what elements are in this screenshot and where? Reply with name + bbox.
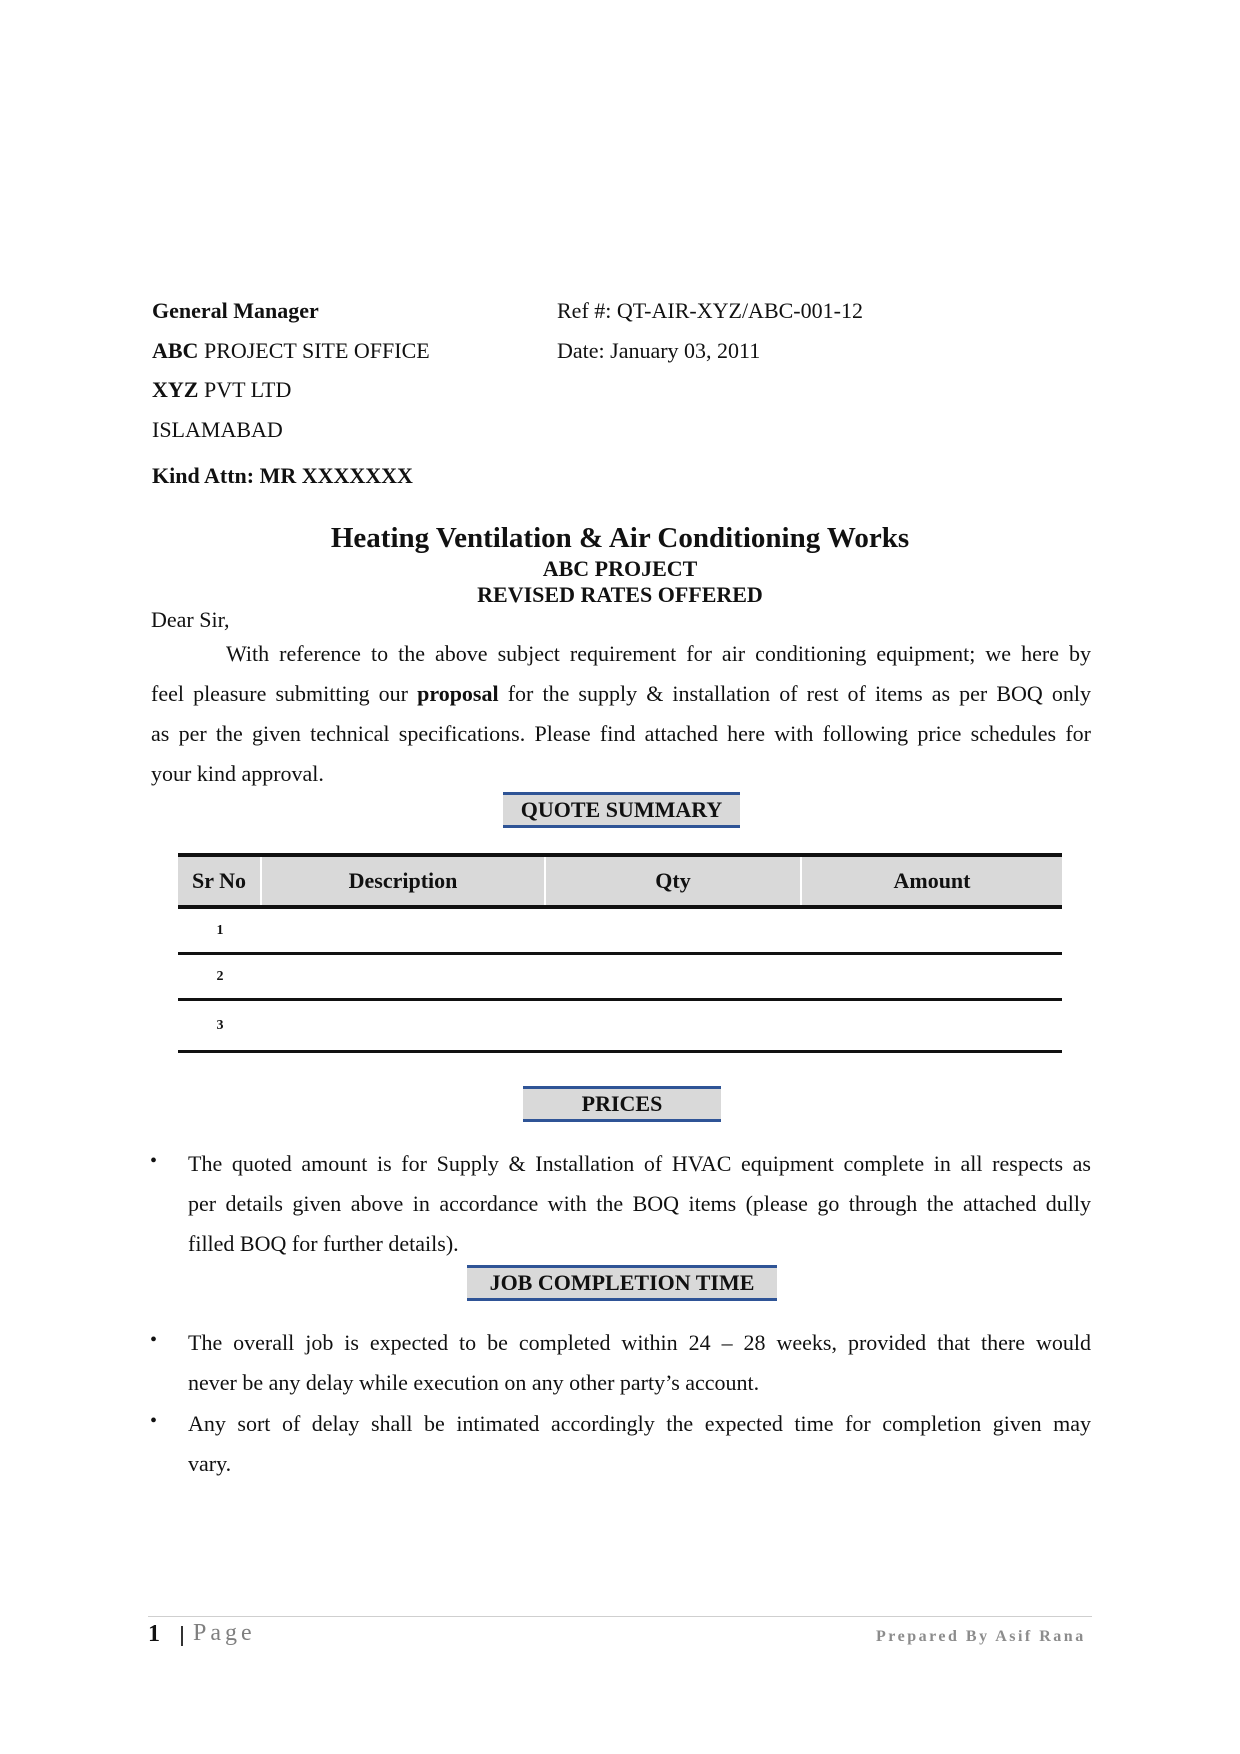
document-subtitle: REVISED RATES OFFERED [477, 582, 763, 607]
letter-date: Date: January 03, 2011 [557, 338, 761, 363]
prices-line-3: filled BOQ for further details). [188, 1231, 459, 1256]
bullet-icon: • [150, 1410, 158, 1432]
column-header-sr-no: Sr No [178, 857, 262, 905]
prepared-by: Prepared By Asif Rana [876, 1628, 1086, 1645]
cell-description [262, 909, 546, 952]
footer-divider [148, 1616, 1092, 1617]
prices-item-1 [188, 1144, 1091, 1264]
completion-item-1 [188, 1323, 1091, 1403]
cell-description [262, 955, 546, 998]
bullet-icon: • [150, 1329, 158, 1351]
quote-summary-table [178, 853, 1062, 1053]
quote-summary-heading: QUOTE SUMMARY [503, 792, 740, 828]
kind-attention: Kind Attn: MR XXXXXXX [152, 463, 413, 488]
document-title: Heating Ventilation & Air Conditioning Works [330, 522, 910, 554]
completion-line-1: The overall job is expected to be completed within 24 – 28 weeks, provided that there would [188, 1330, 1091, 1355]
cell-description [262, 1001, 546, 1050]
recipient-company: XYZ PVT LTD [152, 377, 292, 402]
recipient-title: General Manager [152, 298, 319, 323]
column-header-qty: Qty [546, 857, 802, 905]
letter-body [151, 606, 1091, 794]
completion-line-2: never be any delay while execution on any other party’s account. [188, 1370, 760, 1395]
table-header-row [178, 853, 1062, 909]
table-row [178, 955, 1062, 1001]
completion-item-2 [188, 1404, 1091, 1484]
bullet-icon: • [150, 1150, 158, 1172]
cell-qty [546, 955, 802, 998]
reference-number: Ref #: QT-AIR-XYZ/ABC-001-12 [557, 298, 863, 323]
table-row [178, 909, 1062, 955]
prices-line-2: per details given above in accordance with the BOQ items (please go through the attached dully [188, 1191, 1091, 1216]
prices-heading: PRICES [523, 1086, 721, 1122]
recipient-city: ISLAMABAD [152, 417, 283, 442]
cell-sr-no: 1 [216, 922, 224, 938]
body-line-1: With reference to the above subject requirement for air conditioning equipment; we here by [226, 641, 1091, 666]
recipient-office: ABC PROJECT SITE OFFICE [152, 338, 430, 363]
body-line-2: feel pleasure submitting our proposal for the supply & installation of rest of items as per BOQ only [151, 681, 1091, 706]
body-line-3: as per the given technical specifications. Please find attached here with following price schedules for [151, 721, 1091, 746]
cell-qty [546, 909, 802, 952]
cell-amount [802, 955, 1062, 998]
cell-sr-no: 3 [216, 1017, 224, 1033]
job-completion-heading: JOB COMPLETION TIME [467, 1265, 777, 1301]
page-number: 1 [148, 1621, 160, 1647]
cell-sr-no: 2 [216, 968, 224, 984]
cell-qty [546, 1001, 802, 1050]
prices-line-1: The quoted amount is for Supply & Installation of HVAC equipment complete in all respects as [188, 1151, 1091, 1176]
project-name: ABC PROJECT [542, 556, 698, 581]
cell-amount [802, 1001, 1062, 1050]
page-label: Page [193, 1620, 256, 1646]
body-line-4: your kind approval. [151, 761, 324, 786]
page-separator [181, 1626, 183, 1646]
column-header-description: Description [262, 857, 546, 905]
column-header-amount: Amount [802, 857, 1062, 905]
completion-line-3: Any sort of delay shall be intimated accordingly the expected time for completion given may [188, 1411, 1091, 1436]
table-row [178, 1001, 1062, 1053]
salutation: Dear Sir, [151, 607, 230, 632]
completion-line-4: vary. [188, 1451, 232, 1476]
cell-amount [802, 909, 1062, 952]
